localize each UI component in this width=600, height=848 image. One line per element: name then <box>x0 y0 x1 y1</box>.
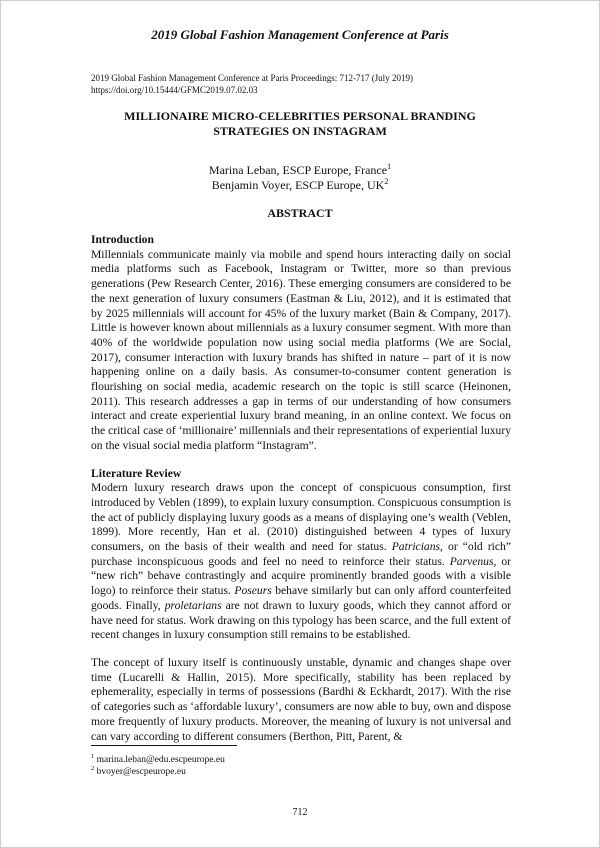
literature-review-paragraph-1 <box>91 481 511 643</box>
footnote-2-email: bvoyer@escpeurope.eu <box>94 767 186 777</box>
footnote-2 <box>91 766 511 778</box>
main-text <box>91 233 511 744</box>
lr-text-4: behave similarly but can only afford counterfeited goods. Finally, <box>91 584 512 612</box>
author-2-footnote-mark: 2 <box>384 177 389 186</box>
footnote-1-email: marina.leban@edu.escpeurope.eu <box>94 755 225 765</box>
lr-term-patricians: Patricians <box>391 540 441 554</box>
running-head: 2019 Global Fashion Management Conference at Paris <box>151 27 449 42</box>
citation-doi: https://doi.org/10.15444/GFMC2019.07.02.03 <box>91 85 258 95</box>
paper-title <box>80 109 520 139</box>
introduction-paragraph: Millennials communicate mainly via mobile and spend hours interacting daily on social media platforms such as Facebook, Instagram or Twitter, more so than previous generations (Pew Research Center, 2016). These emerging consumers are considered to be the next generation of luxury consumers (Eastman & Liu, 2012), and it is estimated that by 2025 millennials will account for 45% of the luxury market (Bain & Company, 2017). Little is however known about millennials as a luxury consumer segment. With more than 40% of the worldwide population now using social media platforms (We are Social, 2017), consumer interaction with luxury brands has shifted in nature – part of it is now happening online on a daily basis. As consumer-to-consumer content generation is flourishing on social media, academic research on the topic is still scarce (Heinonen, 2011). This research addresses a gap in terms of our understanding of how consumers interact and create experiential luxury brand meaning, in an online context. We focus on the critical case of ‘millionaire’ millennials and their representations of experiential luxury on the visual social media platform “Instagram”. <box>91 247 511 452</box>
lr-text-1: Modern luxury research draws upon the concept of conspicuous consumption, first introduced by Veblen (1899), to explain luxury consumption. Conspicuous consumption is the act of publicly displaying luxury goods as a means of displaying one’s wealth (Veblen, 1899). More recently, Han et al. (2010) distinguished between 4 types of luxury consumers, on the basis of their wealth and need for status. <box>91 481 511 554</box>
footnote-rule <box>91 745 237 746</box>
lr-term-parvenus: Parvenus <box>449 554 494 568</box>
lr-term-poseurs: Poseurs <box>234 584 272 598</box>
introduction-heading: Introduction <box>91 233 154 246</box>
footnote-1-mark: 1 <box>91 753 95 760</box>
author-1-name: Marina Leban, ESCP Europe, France <box>208 163 388 177</box>
citation-proceedings: 2019 Global Fashion Management Conference at Paris Proceedings: 712-717 (July 2019) <box>91 73 413 83</box>
abstract-heading: ABSTRACT <box>267 206 333 220</box>
author-list <box>80 163 520 193</box>
literature-review-heading: Literature Review <box>91 466 182 480</box>
footnotes <box>91 754 511 778</box>
author-2-name: Benjamin Voyer, ESCP Europe, UK <box>211 178 385 192</box>
page-number: 712 <box>292 807 308 818</box>
title-line-1: MILLIONAIRE MICRO-CELEBRITIES PERSONAL BRANDING <box>124 109 476 123</box>
lr-text-3: , or “new rich” behave contrastingly and acquire prominently branded goods with a visible logo) to reinforce their status. <box>91 554 511 598</box>
author-1 <box>80 163 520 178</box>
lr-text-5: are not drawn to luxury goods, which they cannot afford or have need for status. Work drawing on this typology has been scarce, and the full extent of recent changes in luxury consumption still remains to be established. <box>91 598 511 642</box>
author-2 <box>80 178 520 193</box>
footnote-1 <box>91 754 511 766</box>
author-1-footnote-mark: 1 <box>387 162 392 171</box>
title-line-2: STRATEGIES ON INSTAGRAM <box>213 124 387 138</box>
literature-review-paragraph-2: The concept of luxury itself is continuously unstable, dynamic and changes shape over time (Lucarelli & Hallin, 2015). More specifically, stability has been replaced by ephemerality, especially in terms of possessions (Bardhi & Eckhardt, 2017). With the rise of categories such as ‘affordable luxury’, consumers are now able to buy, own and dispose more frequently of luxury products. Moreover, the meaning of luxury is not universal and can vary according to different consumers (Berthon, Pitt, Parent, & <box>91 655 511 743</box>
lr-text-2: , or “old rich” purchase inconspicuous goods and feel no need to reinforce their status. <box>91 540 511 568</box>
citation-block <box>91 72 521 96</box>
footnote-2-mark: 2 <box>91 765 95 772</box>
lr-term-proletarians: proletarians <box>164 598 222 612</box>
